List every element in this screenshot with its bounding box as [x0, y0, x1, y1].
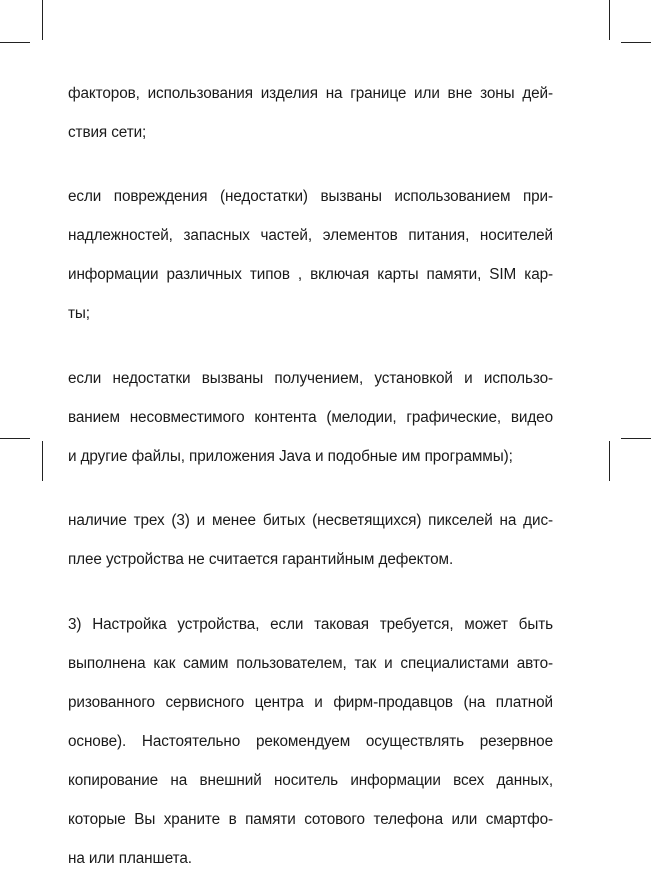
paragraph-dead-pixels — [68, 492, 553, 590]
text-line: информации различных типов , включая карты памяти, SIM кар- — [68, 266, 553, 283]
text-line: ванием несовместимого контента (мелодии, графические, видео — [68, 408, 553, 426]
crop-mark-top-right-horizontal — [621, 42, 651, 43]
text-line: ризованного сервисного центра и фирм-продавцов (на платной — [68, 693, 553, 711]
document-body — [68, 64, 553, 894]
text-line: на или планшета. — [68, 849, 192, 867]
text-line: ты; — [68, 305, 90, 322]
crop-mark-top-right-vertical — [609, 0, 610, 40]
crop-mark-top-left-vertical — [42, 0, 43, 40]
text-line: если недостатки вызваны получением, установкой и использо- — [68, 369, 553, 387]
text-line: 3) Настройка устройства, если таковая требуется, может быть — [68, 615, 553, 633]
paragraph-device-setup — [68, 595, 553, 888]
text-line: если повреждения (недостатки) вызваны использованием при- — [68, 188, 553, 205]
text-line: основе). Настоятельно рекомендуем осуществлять резервное — [68, 732, 553, 750]
crop-mark-bottom-left-horizontal — [0, 438, 30, 439]
crop-mark-top-left-horizontal — [0, 42, 30, 43]
text-line: и другие файлы, приложения Java и подобные им программы); — [68, 447, 513, 465]
text-line: копирование на внешний носитель информации всех данных, — [68, 771, 553, 789]
text-line: наличие трех (3) и менее битых (несветящихся) пикселей на дис- — [68, 512, 553, 529]
paragraph-incompatible-content — [68, 349, 553, 486]
text-line: ствия сети; — [68, 123, 147, 141]
paragraph-signal-zone — [68, 64, 553, 162]
text-line: выполнена как самим пользователем, так и специалистами авто- — [68, 654, 553, 672]
paragraph-accessories-damage — [68, 168, 553, 344]
crop-mark-bottom-left-vertical — [42, 441, 43, 481]
text-line: факторов, использования изделия на границе или вне зоны дей- — [68, 84, 553, 102]
crop-mark-bottom-right-horizontal — [621, 438, 651, 439]
crop-mark-bottom-right-vertical — [609, 441, 610, 481]
text-line: которые Вы храните в памяти сотового телефона или смартфо- — [68, 810, 553, 828]
text-line: надлежностей, запасных частей, элементов питания, носителей — [68, 227, 553, 244]
text-line: плее устройства не считается гарантийным дефектом. — [68, 551, 454, 568]
